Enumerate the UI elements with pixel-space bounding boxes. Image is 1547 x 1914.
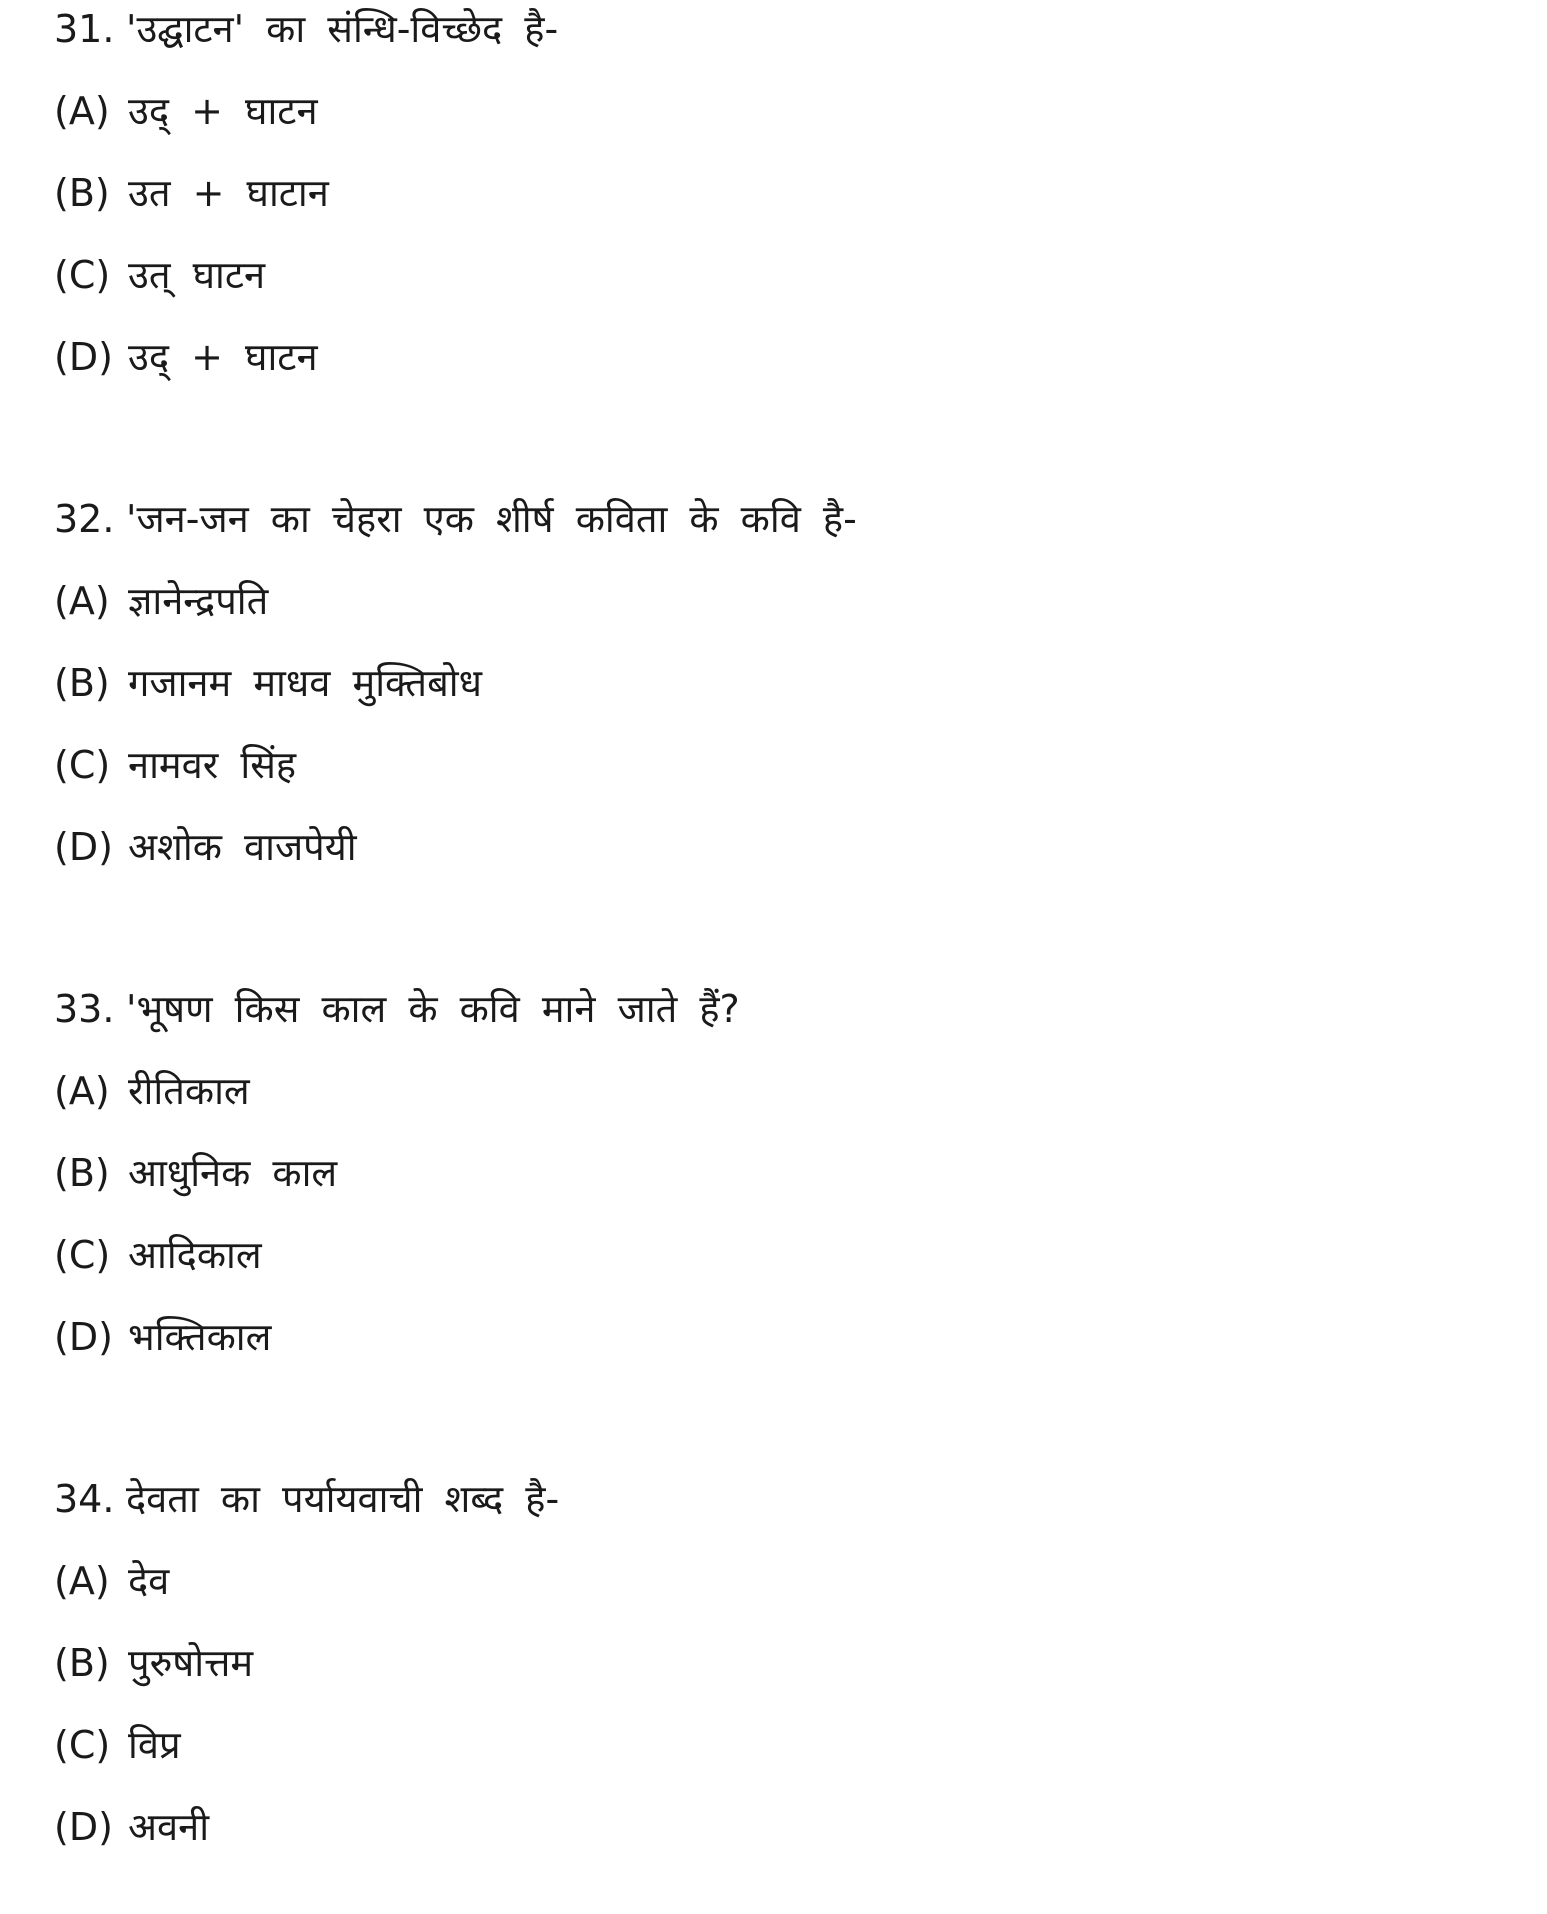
option-text: भक्तिकाल	[128, 1315, 272, 1359]
option-a[interactable]	[54, 1066, 250, 1116]
option-text: गजानम माधव मुक्तिबोध	[128, 661, 482, 705]
question-text-line	[54, 4, 558, 54]
option-label: (B)	[54, 1151, 110, 1195]
option-b[interactable]	[54, 1638, 253, 1688]
option-d[interactable]	[54, 1312, 271, 1362]
option-text: ज्ञानेन्द्रपति	[128, 579, 269, 623]
option-d[interactable]	[54, 822, 357, 872]
question-number: 34.	[54, 1477, 115, 1521]
question-text: 'उद्घाटन' का संन्धि-विच्छेद है-	[126, 7, 559, 51]
option-text: आधुनिक काल	[128, 1151, 338, 1195]
option-text: उत् घाटन	[128, 253, 266, 297]
option-text: अशोक वाजपेयी	[128, 825, 357, 869]
option-text: उद् + घाटन	[128, 335, 318, 379]
option-label: (B)	[54, 171, 110, 215]
option-b[interactable]	[54, 658, 482, 708]
option-label: (A)	[54, 1069, 110, 1113]
question-text-line	[54, 1474, 559, 1524]
option-c[interactable]	[54, 740, 296, 790]
question-number: 32.	[54, 497, 115, 541]
option-label: (D)	[54, 335, 113, 379]
option-d[interactable]	[54, 1802, 209, 1852]
option-text: उद् + घाटन	[128, 89, 318, 133]
option-text: पुरुषोत्तम	[128, 1641, 254, 1685]
option-label: (B)	[54, 1641, 110, 1685]
option-label: (C)	[54, 1723, 111, 1767]
option-a[interactable]	[54, 1556, 169, 1606]
option-label: (C)	[54, 743, 111, 787]
option-label: (A)	[54, 89, 110, 133]
option-text: अवनी	[128, 1805, 210, 1849]
option-label: (D)	[54, 1315, 113, 1359]
option-a[interactable]	[54, 86, 318, 136]
option-d[interactable]	[54, 332, 318, 382]
question-number: 33.	[54, 987, 115, 1031]
question-text-line	[54, 494, 857, 544]
option-label: (D)	[54, 825, 113, 869]
option-label: (C)	[54, 253, 111, 297]
option-b[interactable]	[54, 168, 329, 218]
option-c[interactable]	[54, 1230, 262, 1280]
question-text: 'भूषण किस काल के कवि माने जाते हैं?	[126, 987, 740, 1031]
option-b[interactable]	[54, 1148, 337, 1198]
option-text: नामवर सिंह	[128, 743, 297, 787]
option-text: आदिकाल	[128, 1233, 262, 1277]
option-label: (A)	[54, 579, 110, 623]
option-c[interactable]	[54, 1720, 181, 1770]
option-a[interactable]	[54, 576, 268, 626]
option-text: रीतिकाल	[128, 1069, 250, 1113]
option-c[interactable]	[54, 250, 265, 300]
option-label: (A)	[54, 1559, 110, 1603]
question-text: देवता का पर्यायवाची शब्द है-	[126, 1477, 560, 1521]
option-label: (B)	[54, 661, 110, 705]
option-text: उत + घाटान	[128, 171, 329, 215]
option-text: देव	[128, 1559, 170, 1603]
option-label: (D)	[54, 1805, 113, 1849]
question-text-line	[54, 984, 740, 1034]
option-text: विप्र	[128, 1723, 181, 1767]
question-number: 31.	[54, 7, 115, 51]
option-label: (C)	[54, 1233, 111, 1277]
question-text: 'जन-जन का चेहरा एक शीर्ष कविता के कवि है-	[126, 497, 857, 541]
